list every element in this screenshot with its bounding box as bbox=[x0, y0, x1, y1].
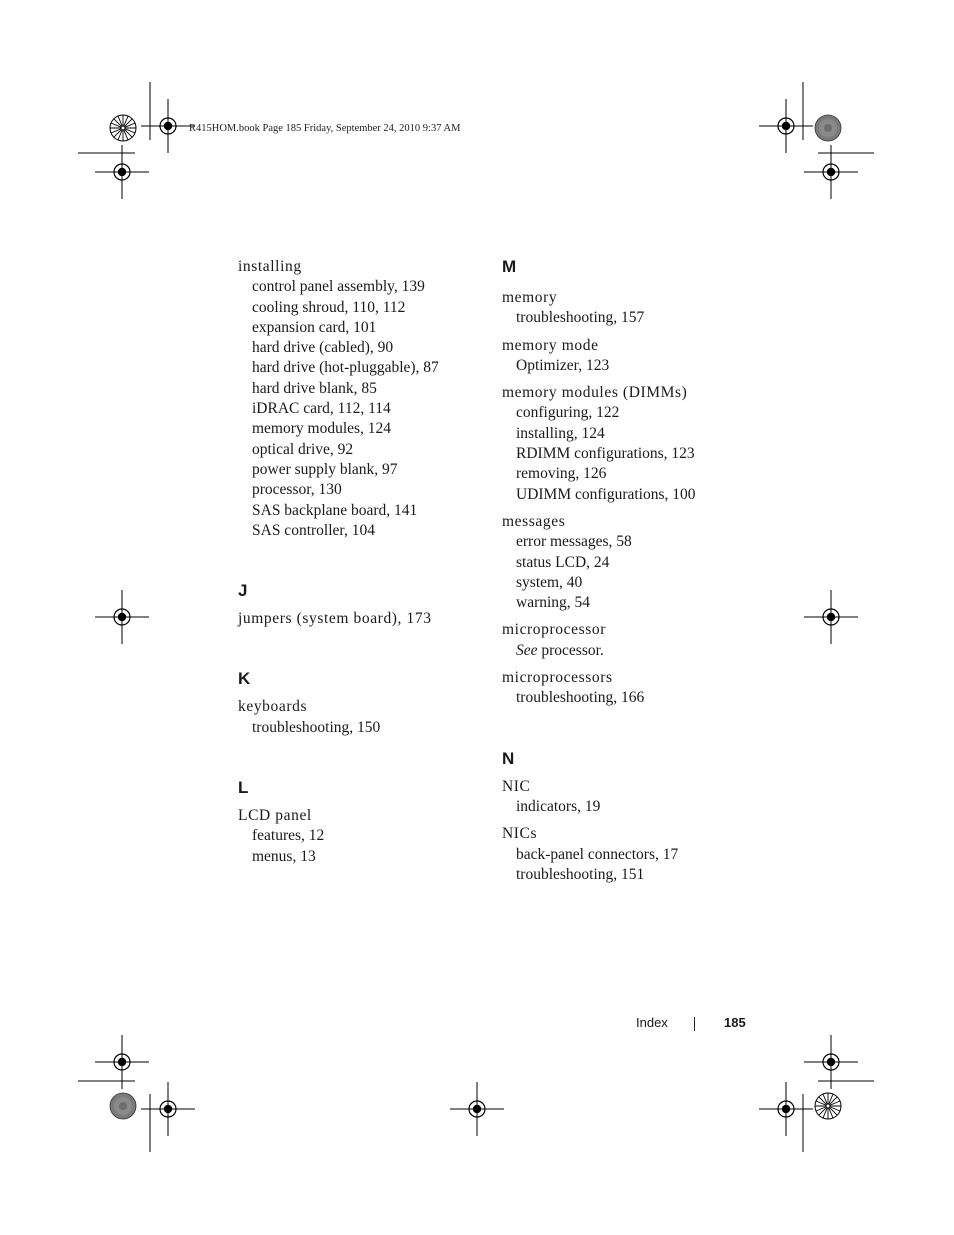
index-entry-memory-modules bbox=[502, 383, 752, 505]
index-subentry: system, 40 bbox=[516, 573, 583, 591]
index-term: memory mode bbox=[502, 336, 599, 354]
index-entry-lcd-panel bbox=[238, 806, 488, 867]
index-entry-messages bbox=[502, 512, 752, 613]
index-subentry: optical drive, 92 bbox=[252, 440, 354, 458]
index-term: installing bbox=[238, 258, 302, 275]
index-entry-jumpers bbox=[238, 609, 488, 629]
index-subentry: hard drive blank, 85 bbox=[252, 379, 377, 397]
index-entry-microprocessors bbox=[502, 668, 752, 709]
see-label: See bbox=[516, 641, 538, 659]
index-subentry: indicators, 19 bbox=[516, 797, 601, 815]
index-term: microprocessors bbox=[502, 669, 613, 687]
index-column-left bbox=[238, 257, 488, 874]
footer-section-name: Index bbox=[636, 1015, 668, 1030]
section-letter-l: L bbox=[238, 778, 249, 798]
index-subentry: menus, 13 bbox=[252, 847, 316, 865]
section-letter-m: M bbox=[502, 257, 517, 276]
index-subentry: expansion card, 101 bbox=[252, 318, 377, 336]
index-subentry: installing, 124 bbox=[516, 424, 605, 442]
index-subentry: Optimizer, 123 bbox=[516, 356, 610, 374]
index-subentry: removing, 126 bbox=[516, 465, 607, 483]
footer-divider bbox=[694, 1017, 695, 1031]
index-subentry: cooling shroud, 110, 112 bbox=[252, 298, 406, 316]
index-subentry: configuring, 122 bbox=[516, 404, 620, 422]
index-subentry: RDIMM configurations, 123 bbox=[516, 445, 695, 463]
index-entry-installing bbox=[238, 257, 488, 541]
index-subentry: SAS backplane board, 141 bbox=[252, 501, 418, 519]
index-term: memory bbox=[502, 289, 558, 306]
index-term: NIC bbox=[502, 777, 531, 795]
index-term: LCD panel bbox=[238, 807, 312, 825]
index-see-reference bbox=[502, 641, 752, 661]
index-entry-nic bbox=[502, 777, 752, 818]
index-subentry: hard drive (cabled), 90 bbox=[252, 339, 394, 357]
index-subentry: power supply blank, 97 bbox=[252, 460, 398, 478]
index-subentry: status LCD, 24 bbox=[516, 553, 610, 571]
index-term: jumpers (system board), 173 bbox=[238, 610, 432, 628]
index-entry-nics bbox=[502, 824, 752, 885]
index-term: microprocessor bbox=[502, 621, 606, 639]
index-entry-memory-mode bbox=[502, 336, 752, 377]
index-entry-keyboards bbox=[238, 697, 488, 738]
index-subentry: troubleshooting, 166 bbox=[516, 689, 645, 707]
index-term: NICs bbox=[502, 825, 538, 843]
index-subentry: back-panel connectors, 17 bbox=[516, 845, 679, 863]
index-subentry: troubleshooting, 151 bbox=[516, 865, 645, 883]
index-subentry: UDIMM configurations, 100 bbox=[516, 485, 696, 503]
index-subentry: SAS controller, 104 bbox=[252, 521, 375, 539]
index-term: keyboards bbox=[238, 698, 308, 716]
print-header: R415HOM.book Page 185 Friday, September 24, 2010 9:37 AM bbox=[189, 123, 461, 134]
section-letter-j: J bbox=[238, 581, 248, 601]
index-entry-memory bbox=[502, 288, 752, 329]
index-term: messages bbox=[502, 512, 566, 530]
index-subentry: memory modules, 124 bbox=[252, 420, 392, 438]
index-entry-microprocessor bbox=[502, 620, 752, 661]
index-subentry: warning, 54 bbox=[516, 594, 591, 612]
index-subentry: iDRAC card, 112, 114 bbox=[252, 400, 391, 418]
index-subentry: control panel assembly, 139 bbox=[252, 278, 425, 296]
index-subentry: features, 12 bbox=[252, 827, 325, 845]
index-subentry: error messages, 58 bbox=[516, 533, 632, 551]
section-letter-k: K bbox=[238, 669, 251, 689]
section-letter-n: N bbox=[502, 748, 515, 768]
index-subentry: hard drive (hot-pluggable), 87 bbox=[252, 359, 439, 377]
index-subentry: troubleshooting, 157 bbox=[516, 309, 645, 327]
index-subentry: processor, 130 bbox=[252, 481, 342, 499]
page-number: 185 bbox=[724, 1015, 746, 1030]
index-subentry: troubleshooting, 150 bbox=[252, 718, 381, 736]
index-term: memory modules (DIMMs) bbox=[502, 384, 688, 402]
index-column-right bbox=[502, 257, 752, 892]
see-target: processor. bbox=[537, 641, 604, 659]
